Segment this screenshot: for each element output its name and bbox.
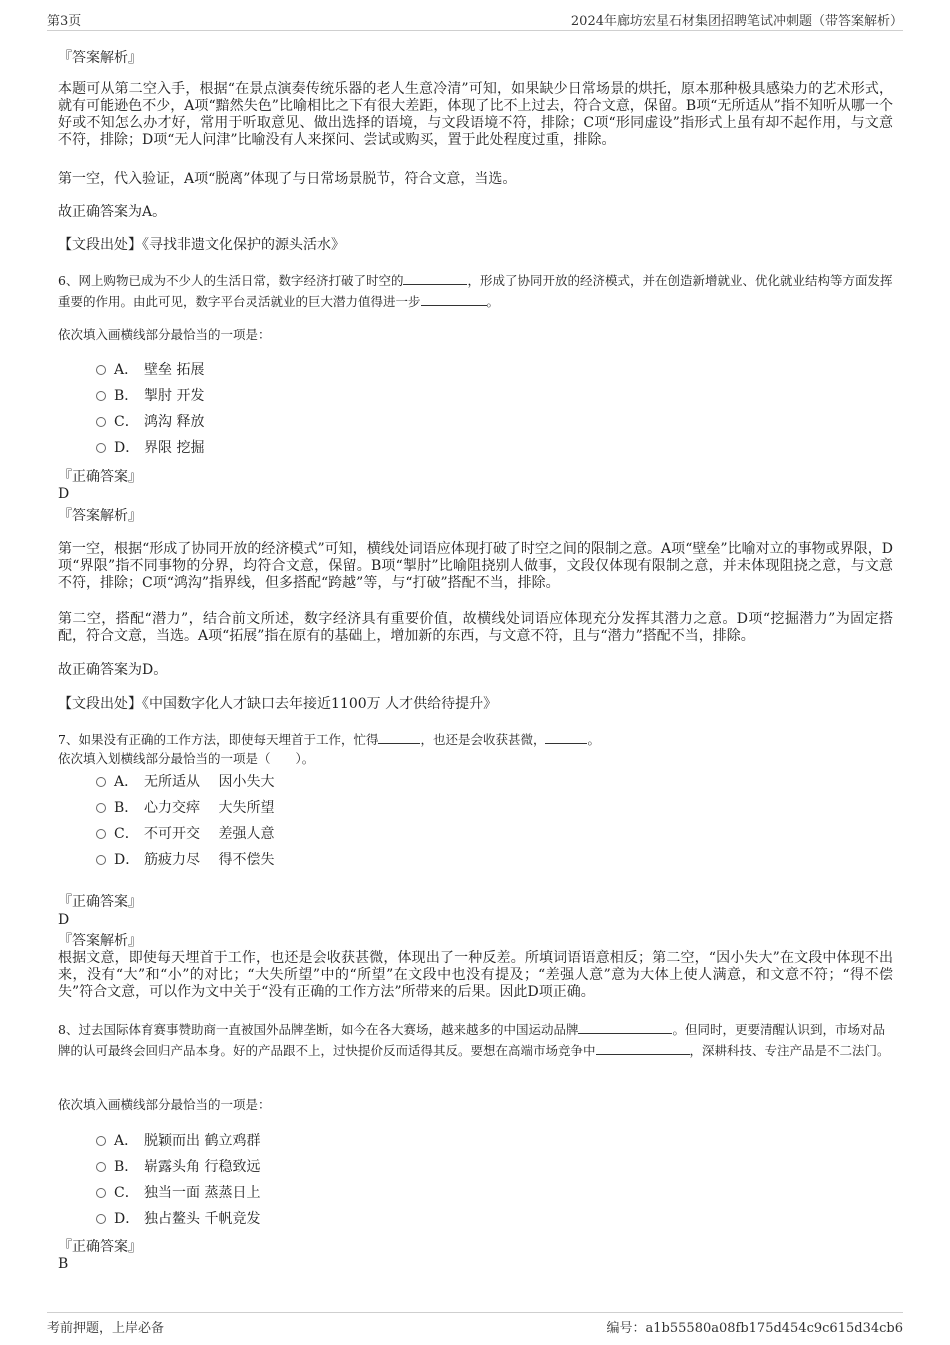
radio-icon[interactable] bbox=[96, 777, 106, 787]
q7-stem bbox=[58, 729, 893, 750]
q6-stem bbox=[58, 270, 893, 312]
q6-answer-label: 『正确答案』 bbox=[58, 469, 142, 485]
q7-option-c[interactable]: C． 不可开交 差强人意 bbox=[96, 824, 274, 844]
q6-stem-part-2: ，形成了协同开放的经济模式，并在创造新增就业、优化就业结构等方面发挥重要的作用。由此可见，数字平台灵活就业的巨大潜力值得进一步 bbox=[58, 273, 893, 309]
q6-blank-1 bbox=[403, 272, 467, 285]
q7-option-a[interactable]: A． 无所适从 因小失大 bbox=[96, 772, 274, 792]
q5-answer-statement: 故正确答案为A。 bbox=[58, 204, 167, 220]
q8-prompt: 依次填入画横线部分最恰当的一项是： bbox=[58, 1097, 271, 1112]
q7-option-b[interactable]: B． 心力交瘁 大失所望 bbox=[96, 798, 274, 818]
radio-icon[interactable] bbox=[96, 803, 106, 813]
q7-blank-2 bbox=[545, 731, 587, 744]
q8-blank-2 bbox=[596, 1042, 690, 1055]
q7-answer-label: 『正确答案』 bbox=[58, 894, 142, 910]
page-footer bbox=[47, 1312, 903, 1337]
q6-prompt: 依次填入画横线部分最恰当的一项是： bbox=[58, 327, 271, 342]
document-title: 2024年廊坊宏星石材集团招聘笔试冲刺题（带答案解析） bbox=[570, 14, 903, 29]
q6-answer: D bbox=[58, 486, 70, 502]
q5-analysis-paragraph-2: 第一空，代入验证，A项“脱离”体现了与日常场景脱节，符合文意，当选。 bbox=[58, 171, 517, 187]
q8-answer-label: 『正确答案』 bbox=[58, 1239, 142, 1255]
radio-icon[interactable] bbox=[96, 855, 106, 865]
radio-icon[interactable] bbox=[96, 1162, 106, 1172]
radio-icon[interactable] bbox=[96, 443, 106, 453]
q8-option-b[interactable]: B． 崭露头角 行稳致远 bbox=[96, 1157, 260, 1177]
q7-stem-part-3: 。 bbox=[587, 732, 600, 747]
q5-analysis-paragraph-1: 本题可从第二空入手，根据“在景点演奏传统乐器的老人生意冷清”可知，如果缺少日常场景的烘托，原本那种极具感染力的艺术形式，就有可能逊色不少，A项“黯然失色”比喻相比之下有很大差距，体现了比不上过去，符合文意，保留。B项“无所适从”指不知听从哪一个好或不知怎么办才好，常用于听取意见、做出选择的语境，与文段语境不符，排除；C项“形同虚设”指形式上虽有却不起作用，与文意不符，排除；D项“无人问津”比喻没有人来探问、尝试或购买，置于此处程度过重，排除。 bbox=[58, 81, 893, 148]
q7-analysis-paragraph: 根据文意，即使每天埋首于工作，也还是会收获甚微，体现出了一种反差。所填词语语意相反；第二空，“因小失大”在文段中体现不出来，没有“大”和“小”的对比；“大失所望”中的“所望”在文段中也没有提及；“差强人意”意为大体上使人满意，和文意不符；“得不偿失”符合文意，可以作为文中关于“没有正确的工作方法”所带来的后果。因此D项正确。 bbox=[58, 950, 893, 1000]
radio-icon[interactable] bbox=[96, 417, 106, 427]
q6-analysis-label: 『答案解析』 bbox=[58, 508, 142, 524]
q7-prompt: 依次填入划横线部分最恰当的一项是（ ）。 bbox=[58, 751, 315, 766]
q6-stem-part-3: 。 bbox=[486, 294, 500, 309]
q6-option-b[interactable]: B． 掣肘 开发 bbox=[96, 386, 204, 406]
q8-option-c[interactable]: C． 独当一面 蒸蒸日上 bbox=[96, 1183, 260, 1203]
q8-answer: B bbox=[58, 1256, 69, 1272]
q6-analysis-paragraph-1: 第一空，根据“形成了协同开放的经济模式”可知，横线处词语应体现打破了时空之间的限制之意。A项“壁垒”比喻对立的事物或界限，D项“界限”指不同事物的分界，均符合文意，保留。B项“掣肘”比喻阻挠别人做事，文段仅体现有限制之意，并未体现阻挠之意，与文意不符，排除；C项“鸿沟”指界线，但多搭配“跨越”等，与“打破”搭配不当，排除。 bbox=[58, 541, 893, 591]
document-id: 编号：a1b55580a08fb175d454c9c615d34cb6 bbox=[606, 1321, 903, 1336]
q8-option-a[interactable]: A． 脱颖而出 鹤立鸡群 bbox=[96, 1131, 260, 1151]
q6-option-a[interactable]: A． 壁垒 拓展 bbox=[96, 360, 204, 380]
q7-analysis-label: 『答案解析』 bbox=[58, 933, 142, 949]
radio-icon[interactable] bbox=[96, 1188, 106, 1198]
q8-stem-part-2: 。但同时，更要清醒认识到，市场对品牌的认可最终会回归产品本身。好的产品跟不上，过快提价反而适得其反。要想在高端市场竞争中 bbox=[58, 1022, 885, 1058]
q6-stem-part-1: 6、网上购物已成为不少人的生活日常，数字经济打破了时空的 bbox=[58, 273, 404, 288]
radio-icon[interactable] bbox=[96, 391, 106, 401]
q6-analysis-paragraph-2: 第二空，搭配“潜力”，结合前文所述，数字经济具有重要价值，故横线处词语应体现充分发挥其潜力之意。D项“挖掘潜力”为固定搭配，符合文意，当选。A项“拓展”指在原有的基础上，增加新的东西，与文意不符，且与“潜力”搭配不当，排除。 bbox=[58, 611, 893, 644]
q8-stem-part-1: 8、过去国际体育赛事赞助商一直被国外品牌垄断，如今在各大赛场，越来越多的中国运动品牌 bbox=[58, 1022, 579, 1037]
q5-source: 【文段出处】《寻找非遗文化保护的源头活水》 bbox=[58, 237, 345, 253]
q8-blank-1 bbox=[578, 1021, 672, 1034]
q6-blank-2 bbox=[421, 293, 487, 306]
q7-answer: D bbox=[58, 912, 70, 928]
page-header bbox=[47, 10, 903, 31]
q8-stem bbox=[58, 1019, 893, 1061]
q5-analysis-label: 『答案解析』 bbox=[58, 50, 142, 66]
q7-stem-part-2: ，也还是会收获甚微， bbox=[420, 732, 546, 747]
q7-stem-part-1: 7、如果没有正确的工作方法，即使每天埋首于工作，忙得 bbox=[58, 732, 379, 747]
q6-option-c[interactable]: C． 鸿沟 释放 bbox=[96, 412, 204, 432]
q7-option-d[interactable]: D． 筋疲力尽 得不偿失 bbox=[96, 850, 274, 870]
radio-icon[interactable] bbox=[96, 365, 106, 375]
q6-answer-statement: 故正确答案为D。 bbox=[58, 662, 168, 678]
page-number: 第3页 bbox=[47, 14, 82, 29]
radio-icon[interactable] bbox=[96, 829, 106, 839]
q8-stem-part-3: ，深耕科技、专注产品是不二法门。 bbox=[689, 1043, 890, 1058]
q6-source: 【文段出处】《中国数字化人才缺口去年接近1100万 人才供给待提升》 bbox=[58, 696, 498, 712]
radio-icon[interactable] bbox=[96, 1136, 106, 1146]
q6-option-d[interactable]: D． 界限 挖掘 bbox=[96, 438, 204, 458]
footer-slogan: 考前押题，上岸必备 bbox=[47, 1321, 165, 1336]
radio-icon[interactable] bbox=[96, 1214, 106, 1224]
q7-blank-1 bbox=[378, 731, 420, 744]
q8-option-d[interactable]: D． 独占鳌头 千帆竞发 bbox=[96, 1209, 260, 1229]
